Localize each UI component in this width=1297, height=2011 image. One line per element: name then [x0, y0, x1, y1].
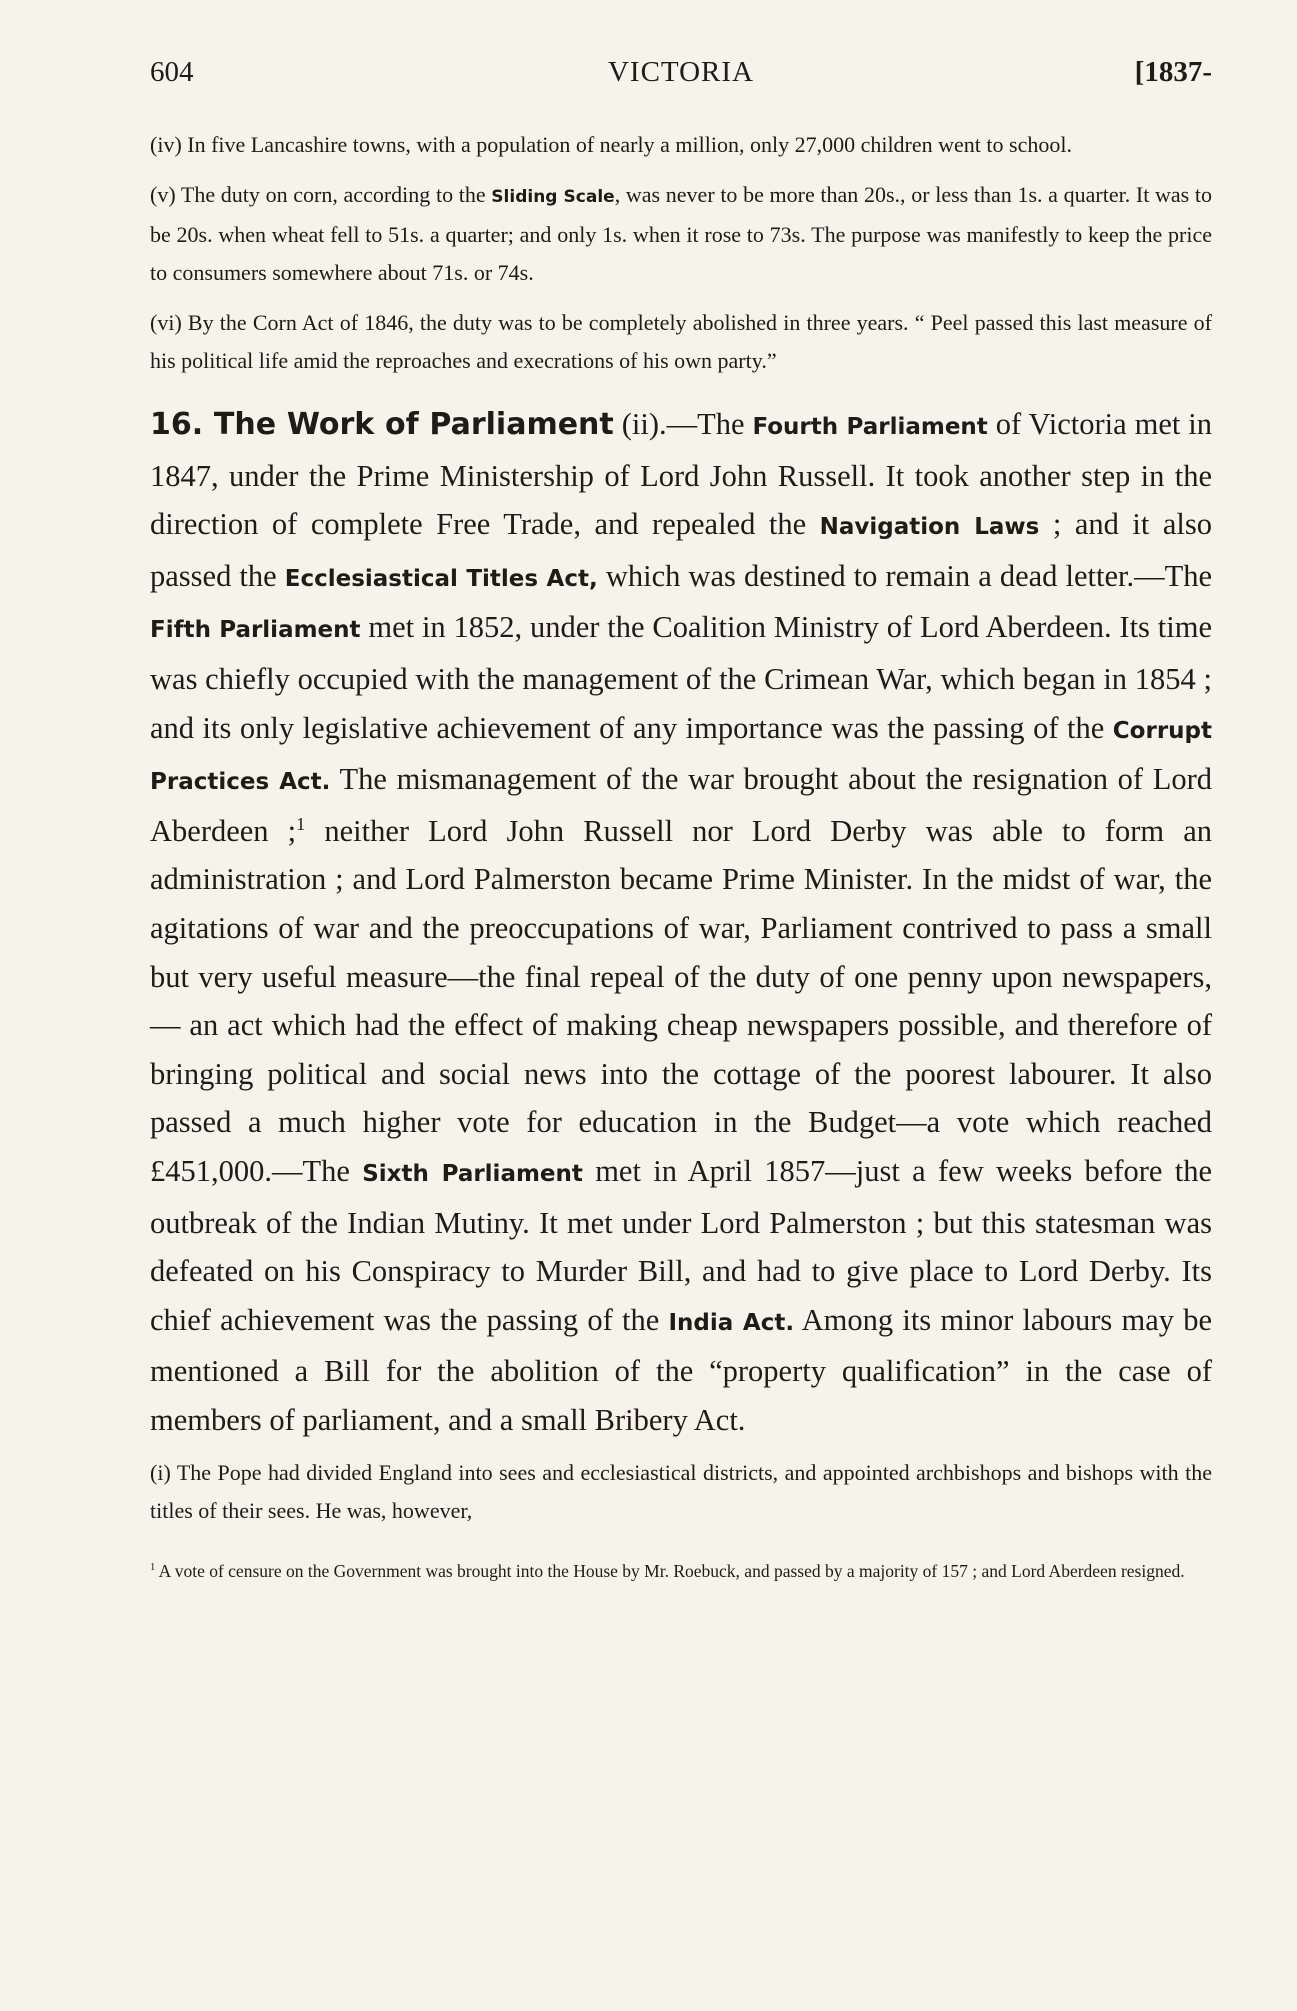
section-paragraph: 16. The Work of Parliament (ii).—The Fourth Parliament of Victoria met in 1847, under the Prime Ministership of Lord John Russell. It took another step in the direction of complete Free Trade, and repealed the Navigation Laws ; and it also passed the Ecclesiastical Titles Act, which was destined to remain a dead letter.—The Fifth Parliament met in 1852, under the Coalition Ministry of Lord Aberdeen. Its time was chiefly occupied with the management of the Crimean War, which began in 1854 ; and its only legislative achievement of any importance was the passing of the Corrupt Practices Act. The mismanagement of the war brought about the resignation of Lord Aberdeen ;$^1$ neither Lord John Russell nor Lord Derby was able to form an administration ; and Lord Palmerston became Prime Minister. In the midst of war, the agitations of war and the preoccupations of war, Parliament contrived to pass a small but very useful measure—the final repeal of the duty of one penny upon newspapers,— an act which had the effect of making cheap newspapers possible, and therefore of bringing political and social news into the cottage of the poorest labourer. It also passed a much higher vote for education in the Budget—a vote which reached £451,000.—The Sixth Parliament met in April 1857—just a few weeks before the outbreak of the Indian Mutiny. It met under Lord Palmerston ; but this statesman was defeated on his Conspiracy to Murder Bill, and had to give place to Lord Derby. Its chief achievement was the passing of the India Act. Among its minor labours may be mentioned a Bill for the abolition of the “property qualification” in the case of members of parliament, and a small Bribery Act.: [150, 407, 1213, 1437]
footnote-marker: 1: [150, 1562, 156, 1574]
page-number: 604: [150, 56, 194, 88]
bold-term: Sliding Scale: [491, 187, 615, 207]
note-v: (v) The duty on corn, according to the Sliding Scale, was never to be more than 20s., or less than 1s. a quarter. It was to be 20s. when wheat fell to 51s. a quarter; and only 1s. when it rose to 73s. The purpose was manifestly to keep the price to consumers somewhere about 71s. or 74s.: [150, 182, 1213, 285]
note-iv: (iv) In five Lancashire towns, with a population of nearly a million, only 27,000 children went to school.: [150, 132, 1072, 157]
running-year: [1837-: [1134, 56, 1212, 88]
running-title: VICTORIA: [607, 56, 755, 88]
bold-term: Sixth Parliament: [362, 1160, 583, 1187]
bold-term: Navigation Laws: [819, 514, 1040, 541]
note-i: (i) The Pope had divided England into sees and ecclesiastical districts, and appointed archbishops and bishops with the titles of their sees. He was, however,: [150, 1460, 1212, 1524]
bold-term: Ecclesiastical Titles Act,: [284, 565, 598, 592]
footnote-reference[interactable]: 1: [296, 813, 306, 834]
bold-term: Corrupt Practices Act.: [150, 717, 1212, 796]
bold-term: India Act.: [668, 1309, 795, 1336]
note-vi: (vi) By the Corn Act of 1846, the duty was to be completely abolished in three years. “ Peel passed this last measure of his political life amid the reproaches and execrations of his own party.”: [150, 310, 1212, 373]
bold-term: Fourth Parliament: [752, 414, 988, 440]
bold-term: Fifth Parliament: [150, 617, 361, 644]
running-head: [150, 56, 1212, 96]
footnote: $^1$ A vote of censure on the Government was brought into the House by Mr. Roebuck, and passed by a majority of 157 ; and Lord Aberdeen resigned.: [150, 1561, 1185, 1582]
section-heading: 16. The Work of Parliament: [150, 407, 614, 442]
